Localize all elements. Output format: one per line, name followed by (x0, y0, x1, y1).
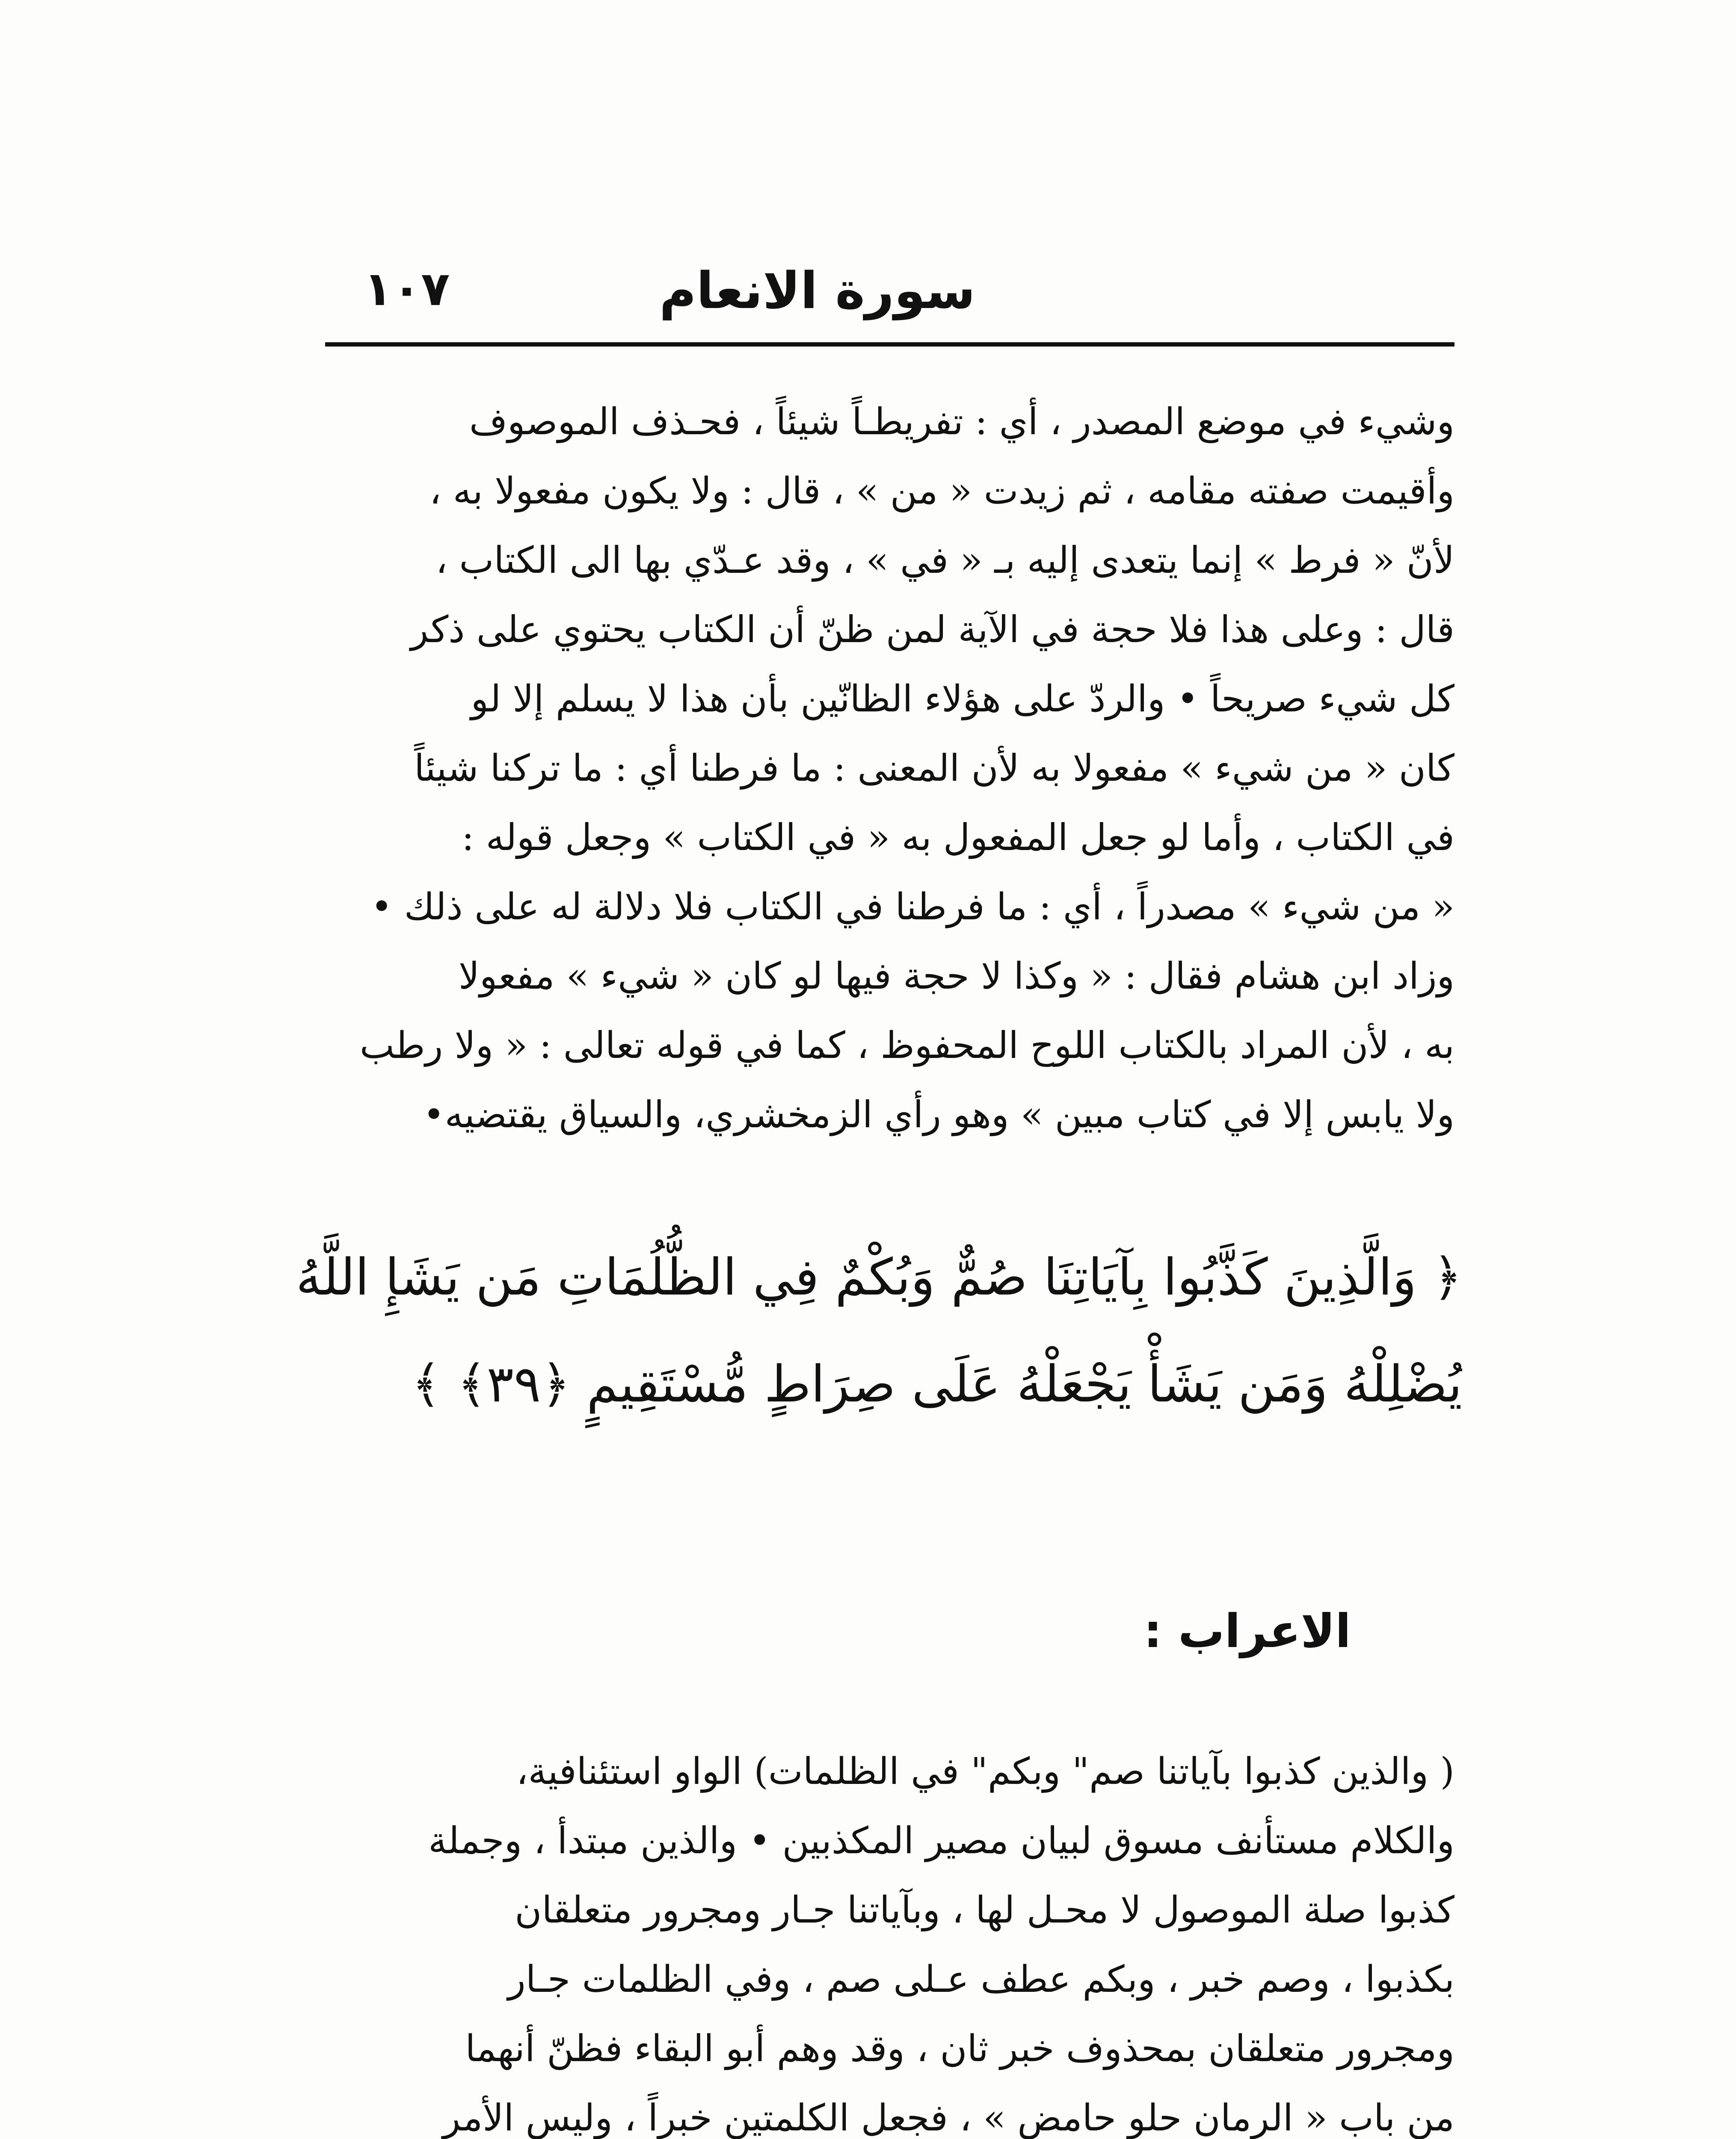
text-line: لأنّ « فرط » إنما يتعدى إليه بـ « في » ، وقد عـدّي بها الى الكتاب ، (435, 539, 1455, 582)
page-header (325, 240, 1455, 342)
text-line: به ، لأن المراد بالكتاب اللوح المحفوظ ، كما في قوله تعالى : « ولا رطب (359, 1024, 1455, 1067)
text-line: وشيء في موضع المصدر ، أي : تفريطـاً شيئاً ، فحـذف الموصوف (469, 400, 1455, 443)
verse-line: ﴿ وَالَّذِينَ كَذَّبُوا بِآيَاتِنَا صُمٌّ وَبُكْمٌ فِي الظُّلُمَاتِ مَن يَشَإِ اللَّهُ (296, 1247, 1462, 1307)
text-line: ولا يابس إلا في كتاب مبين » وهو رأي الزمخشري، والسياق يقتضيه• (423, 1093, 1455, 1136)
section-heading: الاعراب : (1144, 1605, 1351, 1658)
text-line: وأقيمت صفته مقامه ، ثم زيدت « من » ، قال : ولا يكون مفعولا به ، (429, 470, 1455, 513)
text-line: من باب « الرمان حلو حامض » ، فجعل الكلمتين خبراً ، وليس الأمر (442, 2097, 1455, 2139)
text-line: وزاد ابن هشام فقال : « وكذا لا حجة فيها لو كان « شيء » مفعولا (458, 955, 1455, 998)
commentary-paragraph (299, 387, 1455, 1149)
header-rule (325, 342, 1455, 347)
surah-title: سورة الانعام (659, 261, 975, 320)
text-line: ومجرور متعلقان بمحذوف خبر ثان ، وقد وهم أبو البقاء فظنّ أنهما (465, 2027, 1455, 2070)
text-line: قال : وعلى هذا فلا حجة في الآية لمن ظنّ أن الكتاب يحتوي على ذكر (410, 608, 1455, 651)
irab-paragraph (299, 1737, 1455, 2139)
quran-verse (281, 1224, 1462, 1437)
text-line: كذبوا صلة الموصول لا محـل لها ، وبآياتنا جـار ومجرور متعلقان (515, 1889, 1455, 1932)
text-line: « من شيء » مصدراً ، أي : ما فرطنا في الكتاب فلا دلالة له على ذلك • (370, 886, 1455, 928)
text-line: ( والذين كذبوا بآياتنا صم" وبكم" في الظلمات) الواو استئنافية، (516, 1750, 1455, 1793)
text-line: كل شيء صريحاً • والردّ على هؤلاء الظانّين بأن هذا لا يسلم إلا لو (471, 678, 1455, 720)
page-number: ١٠٧ (364, 261, 450, 316)
text-line: في الكتاب ، وأما لو جعل المفعول به « في الكتاب » وجعل قوله : (462, 816, 1455, 859)
text-line: والكلام مستأنف مسوق لبيان مصير المكذبين • والذين مبتدأ ، وجملة (428, 1819, 1455, 1862)
text-line: كان « من شيء » مفعولا به لأن المعنى : ما فرطنا أي : ما تركنا شيئاً (414, 747, 1455, 790)
verse-line: يُضْلِلْهُ وَمَن يَشَأْ يَجْعَلْهُ عَلَى صِرَاطٍ مُّسْتَقِيمٍ ﴿٣٩﴾ ﴾ (411, 1354, 1462, 1413)
text-line: بكذبوا ، وصم خبر ، وبكم عطف عـلى صم ، وفي الظلمات جـار (508, 1958, 1455, 2001)
